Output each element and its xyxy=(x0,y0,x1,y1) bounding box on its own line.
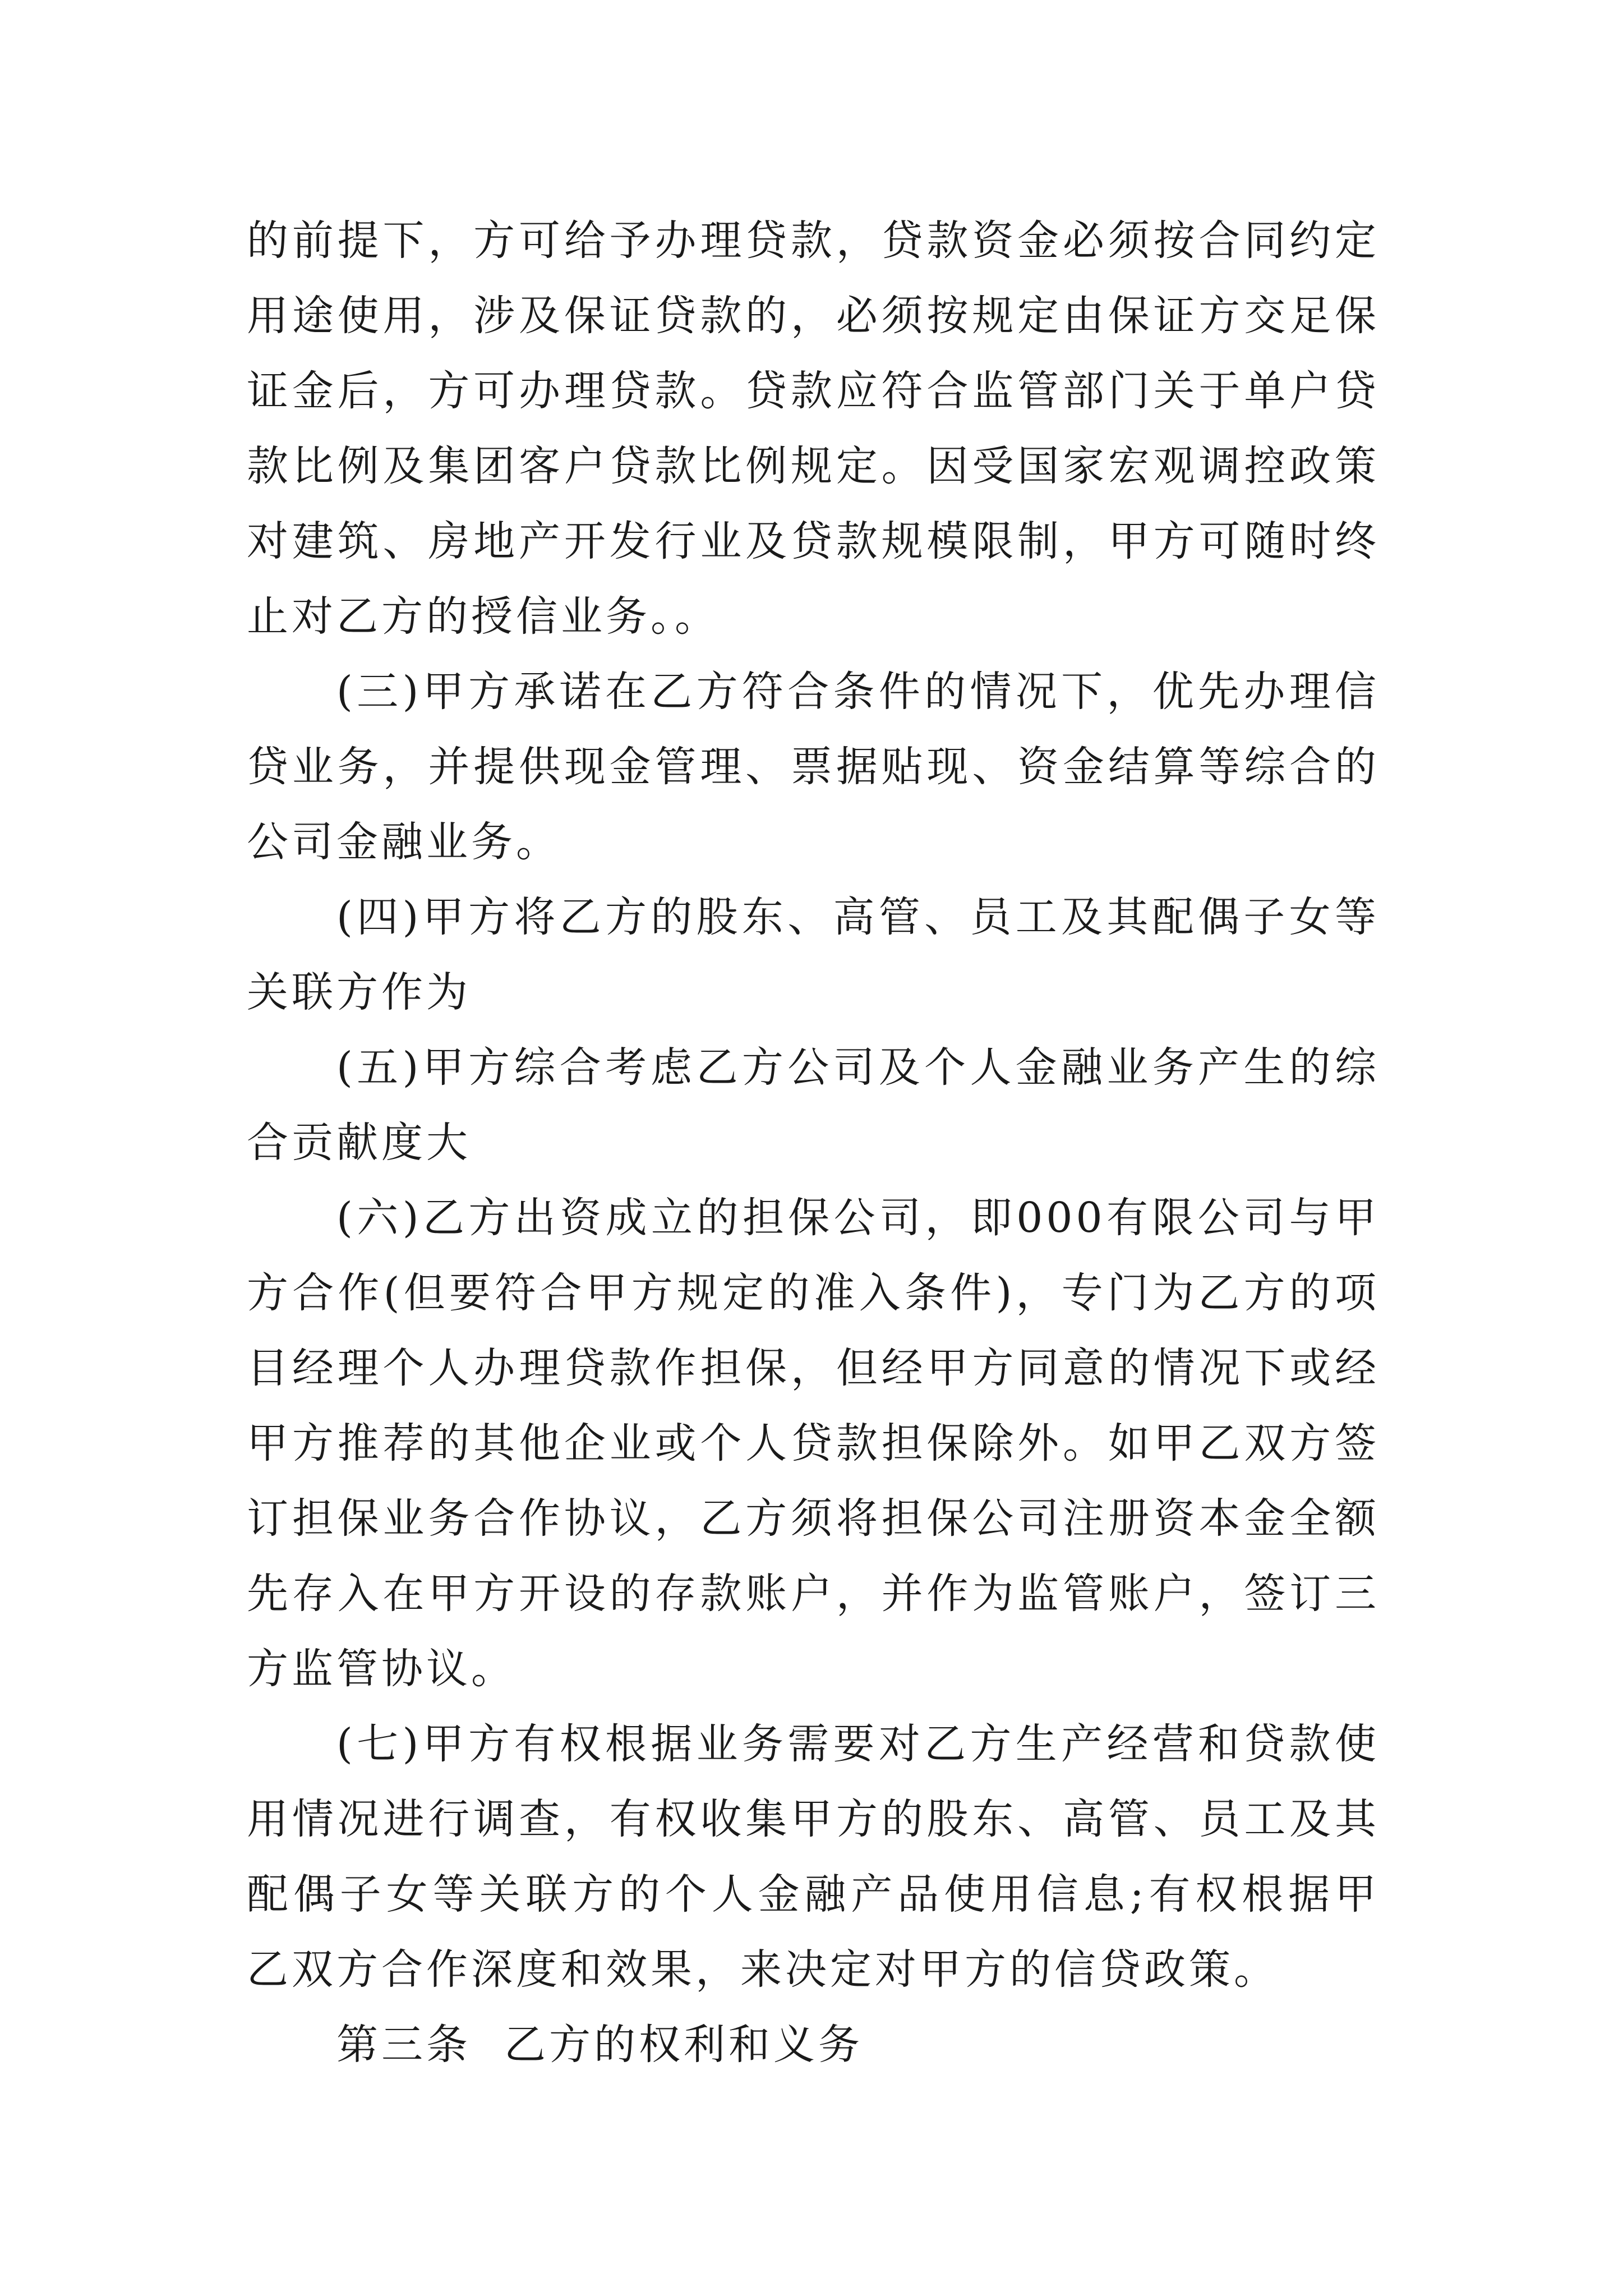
paragraph-item-4: (四)甲方将乙方的股东、高管、员工及其配偶子女等关联方作为 xyxy=(247,893,1380,1016)
paragraph-item-7: (七)甲方有权根据业务需要对乙方生产经营和贷款使用情况进行调查，有权收集甲方的股东、高管、员工及其配偶子女等关联方的个人金融产品使用信息;有权根据甲乙双方合作深度和效果，来决定对甲方的信贷政策。 xyxy=(247,1720,1380,1994)
paragraph-continuation: 的前提下，方可给予办理贷款，贷款资金必须按合同约定用途使用，涉及保证贷款的，必须按规定由保证方交足保证金后，方可办理贷款。贷款应符合监管部门关于单户贷款比例及集团客户贷款比例规定。因受国家宏观调控政策对建筑、房地产开发行业及贷款规模限制，甲方可随时终止对乙方的授信业务。。 xyxy=(247,217,1380,641)
paragraph-item-5: (五)甲方综合考虑乙方公司及个人金融业务产生的综合贡献度大 xyxy=(247,1043,1380,1167)
paragraph-item-3: (三)甲方承诺在乙方符合条件的情况下，优先办理信贷业务，并提供现金管理、票据贴现、资金结算等综合的公司金融业务。 xyxy=(247,668,1380,866)
document-body xyxy=(247,203,1380,2082)
section-heading-article-3: 第三条 乙方的权利和义务 xyxy=(336,2021,864,2069)
paragraph-item-6: (六)乙方出资成立的担保公司，即000有限公司与甲方合作(但要符合甲方规定的准入条件)，专门为乙方的项目经理个人办理贷款作担保，但经甲方同意的情况下或经甲方推荐的其他企业或个人贷款担保除外。如甲乙双方签订担保业务合作协议，乙方须将担保公司注册资本金全额先存入在甲方开设的存款账户，并作为监管账户，签订三方监管协议。 xyxy=(247,1194,1380,1693)
